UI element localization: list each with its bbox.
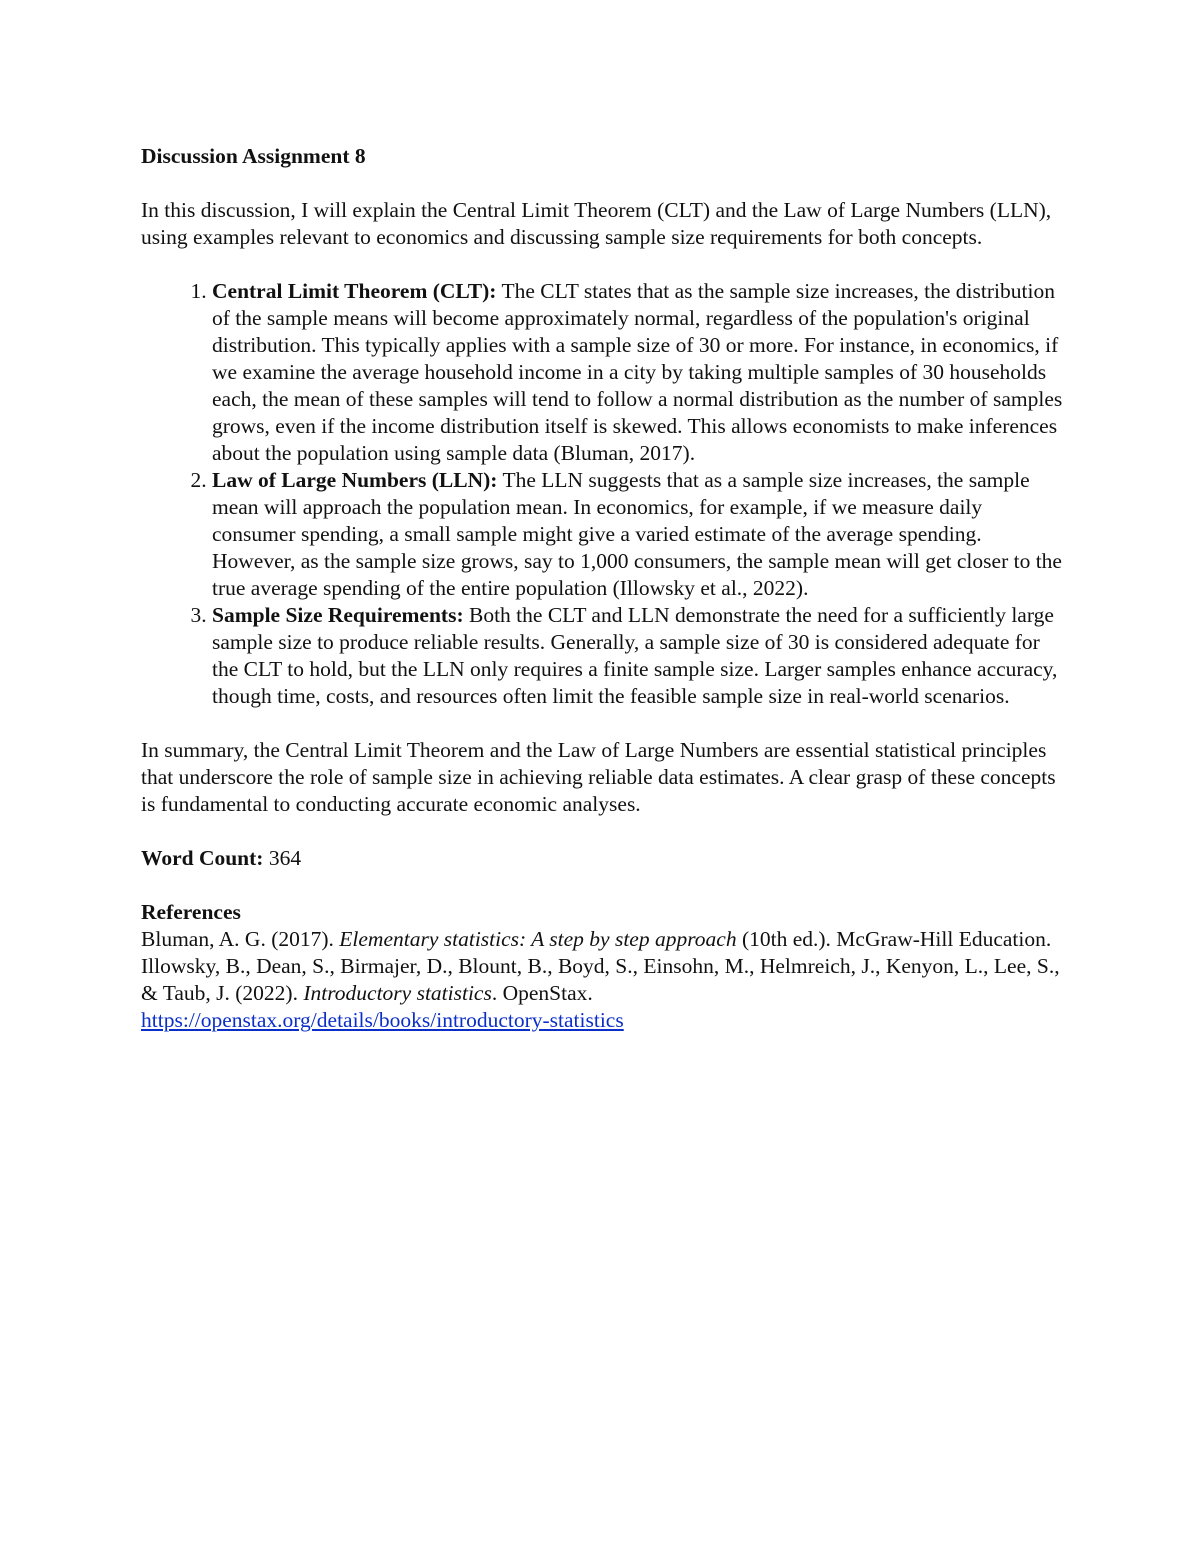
- word-count-value: 364: [263, 846, 302, 870]
- word-count-label: Word Count:: [141, 846, 264, 870]
- reference-authors: Illowsky, B., Dean, S., Birmajer, D., Blount, B., Boyd, S., Einsohn, M., Helmreich, J., Kenyon, L., Lee, S., & Taub, J. (2022).: [141, 954, 1060, 1005]
- document-title: Discussion Assignment 8: [141, 144, 366, 168]
- references-heading: References: [141, 900, 241, 924]
- list-item: [212, 278, 1066, 467]
- reference-title: Elementary statistics: A step by step approach: [339, 927, 737, 951]
- list-item: [212, 467, 1066, 602]
- list-item-text: The LLN suggests that as a sample size increases, the sample mean will approach the population mean. In economics, for example, if we measure daily consumer spending, a small sample might give a varied estimate of the average spending. However, as the sample size grows, say to 1,000 consumers, the sample mean will get closer to the true average spending of the entire population (Illowsky et al., 2022).: [212, 468, 1062, 600]
- intro-paragraph: In this discussion, I will explain the Central Limit Theorem (CLT) and the Law of Large Numbers (LLN), using examples relevant to economics and discussing sample size requirements for both concepts.: [141, 198, 1052, 249]
- reference-entry: [141, 953, 1066, 1034]
- list-item-text: Both the CLT and LLN demonstrate the need for a sufficiently large sample size to produce reliable results. Generally, a sample size of 30 is considered adequate for the CLT to hold, but the LLN only requires a finite sample size. Larger samples enhance accuracy, though time, costs, and resources often limit the feasible sample size in real-world scenarios.: [212, 603, 1058, 708]
- list-item-text: The CLT states that as the sample size increases, the distribution of the sample means will become approximately normal, regardless of the population's original distribution. This typically applies with a sample size of 30 or more. For instance, in economics, if we examine the average household income in a city by taking multiple samples of 30 households each, the mean of these samples will tend to follow a normal distribution as the number of samples grows, even if the income distribution itself is skewed. This allows economists to make inferences about the population using sample data (Bluman, 2017).: [212, 279, 1063, 465]
- list-item-term: Sample Size Requirements:: [212, 603, 464, 627]
- document-page: [141, 143, 1066, 1034]
- list-item-term: Central Limit Theorem (CLT):: [212, 279, 497, 303]
- list-item-term: Law of Large Numbers (LLN):: [212, 468, 498, 492]
- reference-title: Introductory statistics: [303, 981, 492, 1005]
- word-count: [141, 845, 1066, 872]
- summary-paragraph: In summary, the Central Limit Theorem and the Law of Large Numbers are essential statistical principles that underscore the role of sample size in achieving reliable data estimates. A clear grasp of these concepts is fundamental to conducting accurate economic analyses.: [141, 738, 1056, 816]
- reference-publisher: . OpenStax.: [491, 981, 593, 1005]
- reference-entry: [141, 926, 1066, 953]
- concept-list: [141, 278, 1066, 710]
- reference-link[interactable]: https://openstax.org/details/books/introductory-statistics: [141, 1008, 624, 1032]
- reference-authors: Bluman, A. G. (2017).: [141, 927, 340, 951]
- reference-publisher: (10th ed.). McGraw-Hill Education.: [736, 927, 1052, 951]
- list-item: [212, 602, 1066, 710]
